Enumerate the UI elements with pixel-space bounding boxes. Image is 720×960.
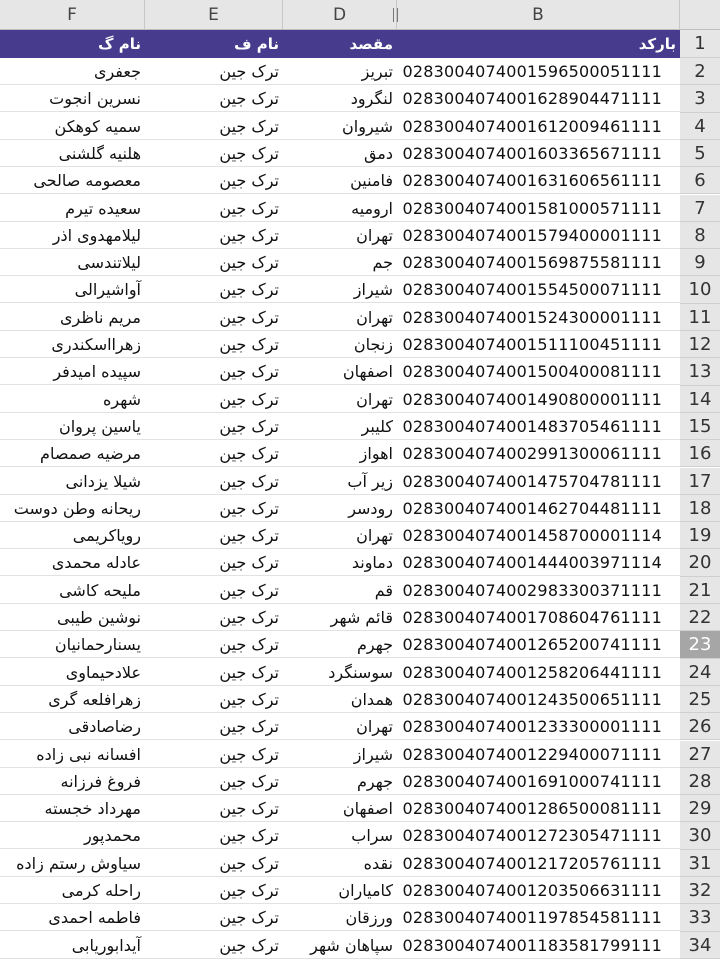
cell-barcode[interactable]: 0283004074001462704481111 xyxy=(402,498,662,518)
table-row xyxy=(0,932,680,959)
cell-last-name[interactable]: نسرین انجوت xyxy=(49,89,141,109)
cell-destination[interactable]: کلیبر xyxy=(361,416,393,436)
cell-last-name[interactable]: شهره xyxy=(103,389,141,409)
cell-barcode[interactable]: 0283004074001569875581111 xyxy=(402,253,662,273)
cell-first-name[interactable]: ترک جین xyxy=(219,62,279,81)
cell-last-name[interactable]: راحله کرمی xyxy=(61,881,141,900)
row-number[interactable]: 16 xyxy=(680,440,720,467)
cell-first-name[interactable]: ترک جین xyxy=(219,116,279,136)
cell-destination[interactable]: اصفهان xyxy=(342,362,393,382)
column-header-b[interactable]: B xyxy=(397,0,680,30)
cell-first-name[interactable]: ترک جین xyxy=(219,553,279,573)
cell-first-name[interactable]: ترک جین xyxy=(219,689,279,709)
cell-barcode[interactable]: 0283004074001183581799111 xyxy=(402,935,662,955)
cell-first-name[interactable]: ترک جین xyxy=(219,662,279,682)
cell-barcode[interactable]: 0283004074001581000571111 xyxy=(402,198,662,218)
cell-last-name[interactable]: فاطمه احمدی xyxy=(48,908,141,928)
cell-first-name[interactable]: ترک جین xyxy=(219,225,279,245)
cell-first-name[interactable]: ترک جین xyxy=(219,143,279,163)
cell-first-name[interactable]: ترک جین xyxy=(219,826,279,846)
cell-last-name[interactable]: لیلامهدوی اذر xyxy=(52,225,141,245)
cell-last-name[interactable]: سپیده امیدفر xyxy=(53,362,141,382)
cell-last-name[interactable]: زهرافلعه گری xyxy=(48,689,141,709)
cell-last-name[interactable]: مهرداد خجسته xyxy=(44,799,141,819)
cell-first-name[interactable]: ترک جین xyxy=(219,853,279,873)
cell-last-name[interactable]: آیدابوریابی xyxy=(71,935,141,955)
cell-last-name[interactable]: افسانه نبی زاده xyxy=(36,744,141,764)
cell-destination[interactable]: تهران xyxy=(356,389,393,409)
cell-destination[interactable]: تهران xyxy=(356,717,393,737)
table-row xyxy=(0,304,680,331)
table-row xyxy=(0,877,680,904)
row-number[interactable]: 29 xyxy=(680,795,720,822)
row-number[interactable]: 14 xyxy=(680,386,720,413)
cell-destination[interactable]: شیروان xyxy=(342,116,393,136)
cell-last-name[interactable]: فروغ فرزانه xyxy=(60,771,141,791)
cell-barcode[interactable]: 0283004074001500400081111 xyxy=(402,362,662,382)
table-row xyxy=(0,113,680,140)
table-row xyxy=(0,85,680,112)
cell-first-name[interactable]: ترک جین xyxy=(219,608,279,627)
cell-last-name[interactable]: معصومه صالحی xyxy=(33,171,141,191)
cell-first-name[interactable]: ترک جین xyxy=(219,389,279,409)
column-resize-handle[interactable] xyxy=(393,8,398,22)
row-number[interactable]: 28 xyxy=(680,768,720,795)
cell-barcode[interactable]: 0283004074001628904471111 xyxy=(402,89,662,109)
cell-barcode[interactable]: 0283004074001197854581111 xyxy=(402,908,662,928)
row-number[interactable]: 26 xyxy=(680,713,720,740)
cell-barcode[interactable]: 0283004074001579400001111 xyxy=(402,225,662,245)
row-number[interactable]: 31 xyxy=(680,850,720,877)
row-number[interactable]: 22 xyxy=(680,604,720,631)
row-number[interactable]: 18 xyxy=(680,495,720,522)
row-number[interactable]: 8 xyxy=(680,222,720,249)
cell-barcode[interactable]: 0283004074001233300001111 xyxy=(402,717,662,737)
cell-first-name[interactable]: ترک جین xyxy=(219,635,279,655)
table-row xyxy=(0,686,680,713)
cell-barcode[interactable]: 0283004074001258206441111 xyxy=(402,662,662,682)
cell-destination[interactable]: اصفهان xyxy=(342,799,393,819)
cell-last-name[interactable]: رویاکریمی xyxy=(72,526,141,546)
cell-barcode[interactable]: 0283004074001217205761111 xyxy=(402,853,662,873)
cell-last-name[interactable]: ریحانه وطن دوست xyxy=(13,498,141,518)
row-number[interactable]: 13 xyxy=(680,358,720,385)
cell-last-name[interactable]: ملیحه کاشی xyxy=(59,580,141,600)
table-row xyxy=(0,495,680,522)
cell-first-name[interactable]: ترک جین xyxy=(219,881,279,900)
cell-destination[interactable]: دمق xyxy=(363,143,393,163)
table-row xyxy=(0,58,680,85)
row-number[interactable]: 6 xyxy=(680,167,720,194)
row-number[interactable]: 19 xyxy=(680,522,720,549)
cell-destination[interactable]: تهران xyxy=(356,225,393,245)
row-number[interactable]: 33 xyxy=(680,904,720,931)
row-number[interactable]: 15 xyxy=(680,413,720,440)
cell-barcode[interactable]: 0283004074001511100451111 xyxy=(402,335,662,354)
column-header-e[interactable]: E xyxy=(145,0,283,30)
cell-barcode[interactable]: 0283004074001272305471111 xyxy=(402,826,662,846)
cell-destination[interactable]: تبریز xyxy=(361,62,393,81)
table-row xyxy=(0,549,680,576)
cell-first-name[interactable]: ترک جین xyxy=(219,307,279,327)
cell-last-name[interactable]: مریم ناظری xyxy=(60,307,141,327)
cell-first-name[interactable]: ترک جین xyxy=(219,444,279,464)
cell-last-name[interactable]: سیاوش رستم زاده xyxy=(16,853,141,873)
cell-barcode[interactable]: 0283004074001458700001114 xyxy=(402,526,662,546)
cell-last-name[interactable]: سعیده تیرم xyxy=(65,198,141,218)
table-row xyxy=(0,249,680,276)
cell-destination[interactable]: نقده xyxy=(363,853,393,873)
cell-last-name[interactable]: محمدپور xyxy=(84,826,141,846)
cell-first-name[interactable]: ترک جین xyxy=(219,744,279,764)
cell-barcode[interactable]: 0283004074001483705461111 xyxy=(402,416,662,436)
row-number[interactable]: 34 xyxy=(680,932,720,959)
cell-last-name[interactable]: علادحیماوی xyxy=(65,662,141,682)
cell-destination[interactable]: تهران xyxy=(356,526,393,546)
cell-destination[interactable]: قائم شهر xyxy=(330,608,393,627)
table-row xyxy=(0,331,680,358)
cell-destination[interactable]: سراب xyxy=(351,826,393,846)
cell-destination[interactable]: رودسر xyxy=(348,498,393,518)
cell-destination[interactable]: دماوند xyxy=(351,553,393,573)
select-all-corner[interactable] xyxy=(680,0,720,30)
cell-barcode[interactable]: 0283004074001554500071111 xyxy=(402,280,662,300)
cell-barcode[interactable]: 0283004074001708604761111 xyxy=(402,608,662,627)
row-number[interactable]: 12 xyxy=(680,331,720,358)
cell-first-name[interactable]: ترک جین xyxy=(219,498,279,518)
table-row xyxy=(0,577,680,604)
cell-first-name[interactable]: ترک جین xyxy=(219,908,279,928)
cell-destination[interactable]: سپاهان شهر xyxy=(310,935,393,955)
cell-first-name[interactable]: ترک جین xyxy=(219,335,279,354)
row-number[interactable]: 30 xyxy=(680,822,720,849)
header-destination[interactable]: مقصد xyxy=(349,35,393,53)
table-row xyxy=(0,822,680,849)
table-row xyxy=(0,386,680,413)
cell-barcode[interactable]: 0283004074001691000741111 xyxy=(402,771,662,791)
table-row xyxy=(0,195,680,222)
row-number[interactable]: 17 xyxy=(680,468,720,495)
cell-last-name[interactable]: سمیه کوهکن xyxy=(54,116,141,136)
table-row xyxy=(0,604,680,631)
table-row xyxy=(0,140,680,167)
row-number[interactable]: 32 xyxy=(680,877,720,904)
table-row xyxy=(0,468,680,495)
cell-destination[interactable]: همدان xyxy=(350,689,393,709)
row-number[interactable]: 10 xyxy=(680,276,720,303)
row-number[interactable]: 4 xyxy=(680,113,720,140)
table-row xyxy=(0,795,680,822)
cell-last-name[interactable]: هلنیه گلشنی xyxy=(58,143,141,163)
cell-first-name[interactable]: ترک جین xyxy=(219,253,279,273)
cell-barcode[interactable]: 0283004074001444003971114 xyxy=(402,553,662,573)
table-row xyxy=(0,440,680,467)
cell-destination[interactable]: اهواز xyxy=(359,444,393,464)
cell-barcode[interactable]: 0283004074001265200741111 xyxy=(402,635,662,655)
cell-barcode[interactable]: 0283004074001203506631111 xyxy=(402,881,662,900)
cell-barcode[interactable]: 0283004074002991300061111 xyxy=(402,444,662,464)
cell-destination[interactable]: ارومیه xyxy=(351,198,393,218)
row-number[interactable]: 2 xyxy=(680,58,720,85)
cell-destination[interactable]: جهرم xyxy=(357,635,393,655)
cell-destination[interactable]: جهرم xyxy=(357,771,393,791)
cell-destination[interactable]: زیر آب xyxy=(347,471,393,491)
table-row xyxy=(0,222,680,249)
cell-first-name[interactable]: ترک جین xyxy=(219,171,279,191)
table-row xyxy=(0,768,680,795)
cell-first-name[interactable]: ترک جین xyxy=(219,580,279,600)
cell-last-name[interactable]: یاسین پروان xyxy=(58,416,141,436)
cell-first-name[interactable]: ترک جین xyxy=(219,198,279,218)
table-row xyxy=(0,904,680,931)
cell-destination[interactable]: زنجان xyxy=(353,335,393,354)
cell-first-name[interactable]: ترک جین xyxy=(219,362,279,382)
cell-barcode[interactable]: 0283004074002983300371111 xyxy=(402,580,662,600)
row-number[interactable]: 11 xyxy=(680,304,720,331)
cell-destination[interactable]: شیراز xyxy=(353,744,393,764)
header-row xyxy=(0,30,680,58)
header-barcode[interactable]: بارکد xyxy=(638,35,676,53)
cell-destination[interactable]: تهران xyxy=(356,307,393,327)
row-number[interactable]: 21 xyxy=(680,577,720,604)
cell-last-name[interactable]: رضاصادقی xyxy=(68,717,141,737)
cell-first-name[interactable]: ترک جین xyxy=(219,935,279,955)
cell-barcode[interactable]: 0283004074001524300001111 xyxy=(402,307,662,327)
cell-barcode[interactable]: 0283004074001490800001111 xyxy=(402,389,662,409)
table-row xyxy=(0,659,680,686)
cell-barcode[interactable]: 0283004074001243500651111 xyxy=(402,689,662,709)
cell-last-name[interactable]: شیلا یزدانی xyxy=(65,471,141,491)
row-number[interactable]: 1 xyxy=(680,30,720,58)
cell-last-name[interactable]: عادله محمدی xyxy=(51,553,141,573)
cell-first-name[interactable]: ترک جین xyxy=(219,526,279,546)
row-number[interactable]: 25 xyxy=(680,686,720,713)
cell-destination[interactable]: شیراز xyxy=(353,280,393,300)
table-row xyxy=(0,631,680,658)
table-row xyxy=(0,741,680,768)
table-row xyxy=(0,276,680,303)
cell-destination[interactable]: کامیاران xyxy=(338,881,393,900)
cell-barcode[interactable]: 0283004074001229400071111 xyxy=(402,744,662,764)
cell-last-name[interactable]: نوشین طیبی xyxy=(57,608,141,627)
row-number[interactable]: 3 xyxy=(680,85,720,112)
table-row xyxy=(0,358,680,385)
cell-barcode[interactable]: 0283004074001631606561111 xyxy=(402,171,662,191)
cell-barcode[interactable]: 0283004074001596500051111 xyxy=(402,62,662,81)
cell-first-name[interactable]: ترک جین xyxy=(219,717,279,737)
cell-last-name[interactable]: مرضیه صمصام xyxy=(40,444,141,464)
cell-first-name[interactable]: ترک جین xyxy=(219,471,279,491)
cell-last-name[interactable]: جعفری xyxy=(93,62,141,81)
cell-first-name[interactable]: ترک جین xyxy=(219,771,279,791)
cell-last-name[interactable]: آواشیرالی xyxy=(74,280,141,300)
cell-first-name[interactable]: ترک جین xyxy=(219,280,279,300)
cell-destination[interactable]: فامنین xyxy=(350,171,393,191)
row-number[interactable]: 7 xyxy=(680,195,720,222)
row-number[interactable]: 5 xyxy=(680,140,720,167)
cell-last-name[interactable]: یسنارحمانیان xyxy=(54,635,141,655)
column-header-d[interactable]: D xyxy=(283,0,397,30)
table-row xyxy=(0,850,680,877)
row-number[interactable]: 24 xyxy=(680,659,720,686)
table-row xyxy=(0,413,680,440)
cell-barcode[interactable]: 0283004074001603365671111 xyxy=(402,143,662,163)
cell-barcode[interactable]: 0283004074001612009461111 xyxy=(402,116,662,136)
cell-last-name[interactable]: لیلاتندسی xyxy=(77,253,141,273)
table-row xyxy=(0,713,680,740)
row-number[interactable]: 23 xyxy=(680,631,720,658)
header-first-name[interactable]: نام ف xyxy=(234,35,279,53)
table-row xyxy=(0,522,680,549)
cell-destination[interactable]: جم xyxy=(372,253,393,273)
row-number[interactable]: 20 xyxy=(680,549,720,576)
cell-barcode[interactable]: 0283004074001286500081111 xyxy=(402,799,662,819)
row-number[interactable]: 9 xyxy=(680,249,720,276)
row-number[interactable]: 27 xyxy=(680,741,720,768)
cell-destination[interactable]: لنگرود xyxy=(350,89,393,109)
cell-last-name[interactable]: زهرااسکندری xyxy=(51,335,141,354)
cell-destination[interactable]: قم xyxy=(374,580,393,600)
header-last-name[interactable]: نام گ xyxy=(98,35,141,53)
cell-first-name[interactable]: ترک جین xyxy=(219,799,279,819)
cell-destination[interactable]: سوسنگرد xyxy=(328,662,393,682)
table-row xyxy=(0,167,680,194)
cell-first-name[interactable]: ترک جین xyxy=(219,416,279,436)
cell-first-name[interactable]: ترک جین xyxy=(219,89,279,109)
cell-destination[interactable]: ورزقان xyxy=(345,908,393,928)
column-header-f[interactable]: F xyxy=(0,0,145,30)
cell-barcode[interactable]: 0283004074001475704781111 xyxy=(402,471,662,491)
